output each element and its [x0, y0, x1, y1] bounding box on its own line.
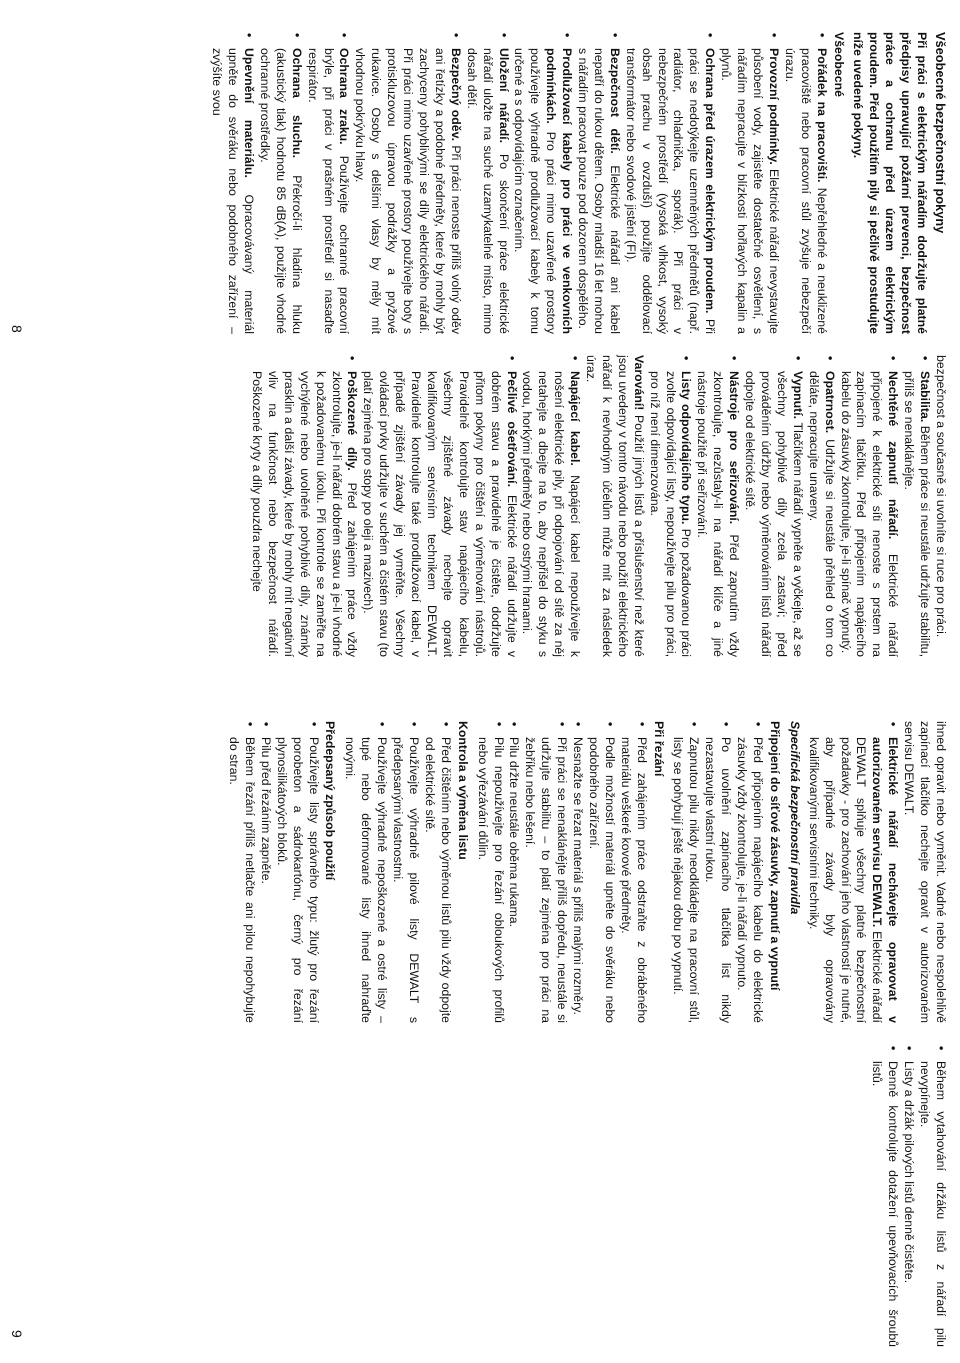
column-1 — [208, 32, 948, 334]
item-lead: Ochrana před úrazem elektrickým proudem. — [703, 48, 718, 314]
list-item: • Při práci se nenaklánějte příliš dopředu, neustále si udržujte stabilitu – to platí zejména pro práci na žebříku nebo lešení. — [521, 721, 569, 1023]
list-item — [359, 355, 518, 657]
item-lead: Napájecí kabel. — [568, 371, 583, 466]
list-item — [351, 32, 462, 334]
item-lead: Bezpečnost dětí. — [607, 48, 622, 154]
list-item — [256, 32, 304, 334]
item-text: Elektrické nářadí připojené k elektrické síti nenoste s prstem na zapínacím tlačítku. Před připojením napájecího kabelu do zásuvky zkontrolujte, je-li spínač vypnutý. — [838, 371, 901, 657]
list-item — [805, 721, 900, 1023]
intended-use-list — [225, 721, 320, 1023]
item-text: Při práci nenoste příliš volný oděv ani řetízky a podobné předměty, které by mohly být zachyceny pohyblivými se díly elektrického nářadí. Při práci mimo uzavřené prostory používejte boty s protiskluzovou úpravou podrážky a pryžové rukavice. Osoby s delšími vlasy by měly mít vhodnou pokrývku hlavy. — [353, 48, 463, 334]
page-number-right: 9 — [9, 1330, 25, 1338]
cutting-heading: Při řezání — [651, 721, 666, 777]
cutting-list — [474, 721, 649, 1023]
list-item — [932, 355, 948, 657]
item-lead: Listy odpovídajícího typu. — [679, 371, 694, 525]
subheading-general: Všeobecné — [831, 32, 846, 97]
item-lead: Pečlivé ošetřování. — [504, 371, 519, 487]
list-item — [622, 32, 717, 334]
item-lead: Ochrana sluchu. — [289, 48, 304, 159]
list-item — [900, 355, 932, 657]
list-item: • Před připojením napájecího kabelu do elektrické zásuvky vždy zkontrolujte, je-li nářadí vypnuto. — [733, 721, 765, 1023]
item-text: Překročí-li hladina hluku (akustický tlak) hodnotu 85 dB(A), použijte vhodné ochranné prostředky. — [257, 48, 304, 334]
rules-list — [248, 355, 948, 657]
column-2 — [248, 355, 948, 657]
list-item — [574, 32, 622, 334]
list-item: • Pilu nepoužívejte pro řezání obloukových profilů nebo vyřezávání důlin. — [474, 721, 506, 1023]
list-item — [511, 32, 575, 334]
list-item: • Denně kontrolujte dotažení upevňovacích šroubů listů. — [868, 1045, 900, 1347]
item-text: Po skončení práce elektrické nářadí uložte na suché uzamykatelné místo, mimo dosah dětí. — [464, 48, 511, 334]
list-item: • Podle možností materiál upněte do svěráku nebo podobného zařízení. — [585, 721, 617, 1023]
item-text: bezpečnost a současně si uvolníte si ruce pro práci. — [934, 355, 948, 638]
continuation-text: ihned opravit nebo vyměnit. Vadné nebo nespolehlivě zapínací tlačítko nechejte opravit v autorizovaném servisu DEWALT. — [902, 721, 948, 1023]
item-text: Udržujte si neustále přehled o tom co děláte, nepracujte unaveny. — [806, 371, 837, 657]
list-item: • Pilu držte neustále oběma rukama. — [506, 721, 522, 1023]
item-text: Elektrické nářadí DEWALT splňuje všechny platné bezpečnostní požadavky - pro zachování jeho vlastností je nutné, aby případné závady byly opravovány kvalifikovanými servisními techniky. — [806, 737, 885, 1023]
list-item — [463, 32, 511, 334]
list-item: • Během řezání příliš netlačte ani pilou nepohybujte do stran. — [225, 721, 257, 1023]
item-text: Nepřehledné a neuklizené pracoviště nebo pracovní stůl zvyšuje nebezpečí úrazu. — [782, 48, 829, 334]
list-item: • Zapnutou pilu nikdy neodkládejte na pracovní stůl, listy se pohybují ještě nějakou dobu po vypnutí. — [670, 721, 702, 1023]
column-4 — [868, 1045, 948, 1347]
page-number-left: 8 — [9, 325, 25, 333]
list-item: • Po uvolnění zapínacího tlačítka list nikdy nezastavujte vlastní rukou. — [701, 721, 733, 1023]
list-item — [582, 355, 646, 657]
item-lead: Vypnutí. — [790, 371, 805, 420]
item-lead: Nechtěné zapnutí nářadí. — [886, 371, 901, 540]
item-lead: Provozní podmínky. — [766, 48, 781, 165]
intro-paragraph: Při práci s elektrickým nářadím dodržujte platné předpisy upravující požární prevenci, bezpečnost práce a ochranu před úrazem elektrickým proudem. Před použitím pily si pečlivě prostudujte níže uvedené pokyny. — [851, 32, 930, 334]
item-lead: Upevnění materiálu. — [242, 48, 257, 178]
item-lead: Bezpečný oděv. — [448, 48, 463, 141]
item-text: Před zahájením práce vždy zkontrolujte, je-li nářadí dobrém stavu a je-li vhodné k požadovanému úkolu. Při kontrole se zaměřte na vychýlené nebo uvolněné pohyblivé díly, známky prasklin a další závady, které by mohly mít negativní vliv na funkčnost nebo bezpečnost nářadí. Poškozené kryty a díly pouzdra nechejte — [250, 371, 360, 657]
service-list — [805, 721, 900, 1023]
list-item: • Během vytahování držáku listů z nářadí pilu nevypínejte. — [916, 1045, 948, 1347]
item-text: Před zapnutím vždy zkontrolujte, nezůstaly-li na nářadí klíče a jiné nástroje použité při seřizování. — [695, 371, 742, 657]
intended-use-heading: Předepsaný způsob použití — [323, 721, 338, 881]
list-item: • Před čištěním nebo výměnou listů pilu vždy odpojte od elektrické sítě. — [421, 721, 453, 1023]
list-item — [781, 32, 829, 334]
connection-list — [670, 721, 765, 1023]
item-lead: Nástroje pro seřizování. — [727, 371, 742, 525]
list-item — [248, 355, 359, 657]
blade-check-heading: Kontrola a výměna listu — [455, 721, 470, 860]
item-text: Použití jiných listů a příslušenství než které jsou uvedeny v tomto návodu nebo použití elektrického nářadí k nevhodným účelům může mít za následek úraz. — [584, 355, 646, 657]
item-lead: Stabilita. — [918, 371, 933, 423]
item-text: Během práce si neustále udržujte stabilitu, příliš se nenaklánějte. — [902, 371, 933, 657]
general-list — [208, 32, 828, 334]
list-item — [519, 355, 583, 657]
item-lead: Opatrnost. — [822, 371, 837, 434]
section-title: Všeobecné bezpečnostní pokyny — [933, 32, 948, 234]
item-lead: Prodlužovací kabely pro práci ve venkovních podmínkách. — [544, 48, 575, 334]
blade-check-list — [341, 721, 452, 1023]
item-lead: Varování! — [631, 355, 646, 411]
list-item — [646, 355, 694, 657]
list-item: • Nesnažte se řezat materiál s příliš malými rozměry. — [569, 721, 585, 1023]
list-item — [717, 32, 781, 334]
list-item: • Používejte výhradně nepoškozené a ostré listy – tupé nebo deformované listy ihned nahraďte novými. — [341, 721, 389, 1023]
item-text: Tlačítkem nářadí vypněte a vyčkejte, až se všechny pohyblivé díly zcela zastaví; před prováděním údržby nebo výměnováním listů nářadí odpojte od elektrické sítě. — [743, 371, 805, 657]
list-item — [837, 355, 901, 657]
list-item — [805, 355, 837, 657]
specific-rules-heading: Specifická bezpečnostní pravidla — [787, 721, 802, 915]
list-item: • Používejte listy správného typu: žlutý pro řezání porobeton a sádrokartónu, černý pro řezání plynosilikátových bloků. — [273, 721, 321, 1023]
item-text: Pro požadovanou práci zvolte odpovídající listy, nepoužívejte pilu pro práci, pro níž není dimenzována. — [647, 371, 694, 658]
item-text: Elektrické nářadí nevystavujte působení vody, zajistěte dostatečné osvětlení, s nářadím nepracujte v blízkosti hořlavých kapalin a plynů. — [719, 48, 781, 334]
item-lead: Poškozené díly. — [345, 371, 360, 471]
item-text: Napájecí kabel nepoužívejte k nošení elektrické pily, při odpojování od sítě za něj netahejte a dbejte na to, aby nepřišel do styku s vodou, horkými předměty nebo ostrými hranami. — [520, 371, 583, 658]
list-item — [304, 32, 352, 334]
item-text: Při práci se nedotýkejte uzemněných předmětů (např. radiátor, chladnička, sporák). Při práci v nebezpečném prostředí (vysoká vlhkost, vysoký obsah prachu v ovzduší) použijte oddělovací transformátor nebo svodové jistění (FI). — [623, 48, 718, 334]
item-text: Elektrické nářadí ani kabel nepatří do rukou dětem. Osoby mladší 16 let mohou s nářadím pracovat pouze pod dozorem dospělého. — [576, 48, 622, 334]
column-3 — [225, 721, 948, 1023]
item-lead: Elektrické nářadí nechávejte opravovat v autorizovaném servisu DEWALT. — [870, 737, 901, 1023]
item-text: Elektrické nářadí udržujte v dobrém stavu a pravidelně je čistěte, dodržujte přitom pokyny pro čištění a výměnování nástrojů. Pravidelně kontrolujte stav napájecího kabelu, všechny zjištěné závady nechejte opravit kvalifikovaným servisním technikem DEWALT. Pravidelně kontrolujte také prodlužovací kabel, v případě zjištění závady jej vyměňte. Všechny ovládací prvky udržujte v suchém a čistém stavu (to platí zejména pro stopy po oleji a mazivech). — [361, 371, 519, 657]
item-lead: Pořádek na pracovišti. — [814, 48, 829, 183]
list-item: • Listy a držák pilových listů denně čistěte. — [900, 1045, 916, 1347]
item-text: Opracovávaný materiál upněte do svěráku nebo podobného zařízení – zvýšíte svou — [210, 48, 257, 334]
maintenance-list — [868, 1045, 948, 1347]
item-lead: Ochrana zraku. — [337, 48, 352, 145]
list-item — [694, 355, 742, 657]
list-item — [208, 32, 256, 334]
list-item: • Pilu před řezáním zapněte. — [257, 721, 273, 1023]
list-item — [741, 355, 805, 657]
connection-heading: Připojení do síťové zásuvky, zapnutí a vypnutí — [767, 721, 782, 991]
item-text: Pro práci mimo uzavřené prostory používejte výhradně prodlužovací kabely k tomu určené a s odpovídajícím označením. — [512, 48, 559, 334]
list-item: • Před zahájením práce odstraňte z obráběného materiálu veškeré kovové předměty. — [617, 721, 649, 1023]
item-text: Používejte ochranné pracovní brýle, při práci v prašném prostředí si nasaďte respirátor. — [305, 48, 352, 334]
list-item: • Používejte výhradně pilové listy DEWALT s předepsanými vlastnostmi. — [389, 721, 421, 1023]
item-lead: Uložení nářadí. — [496, 48, 511, 144]
